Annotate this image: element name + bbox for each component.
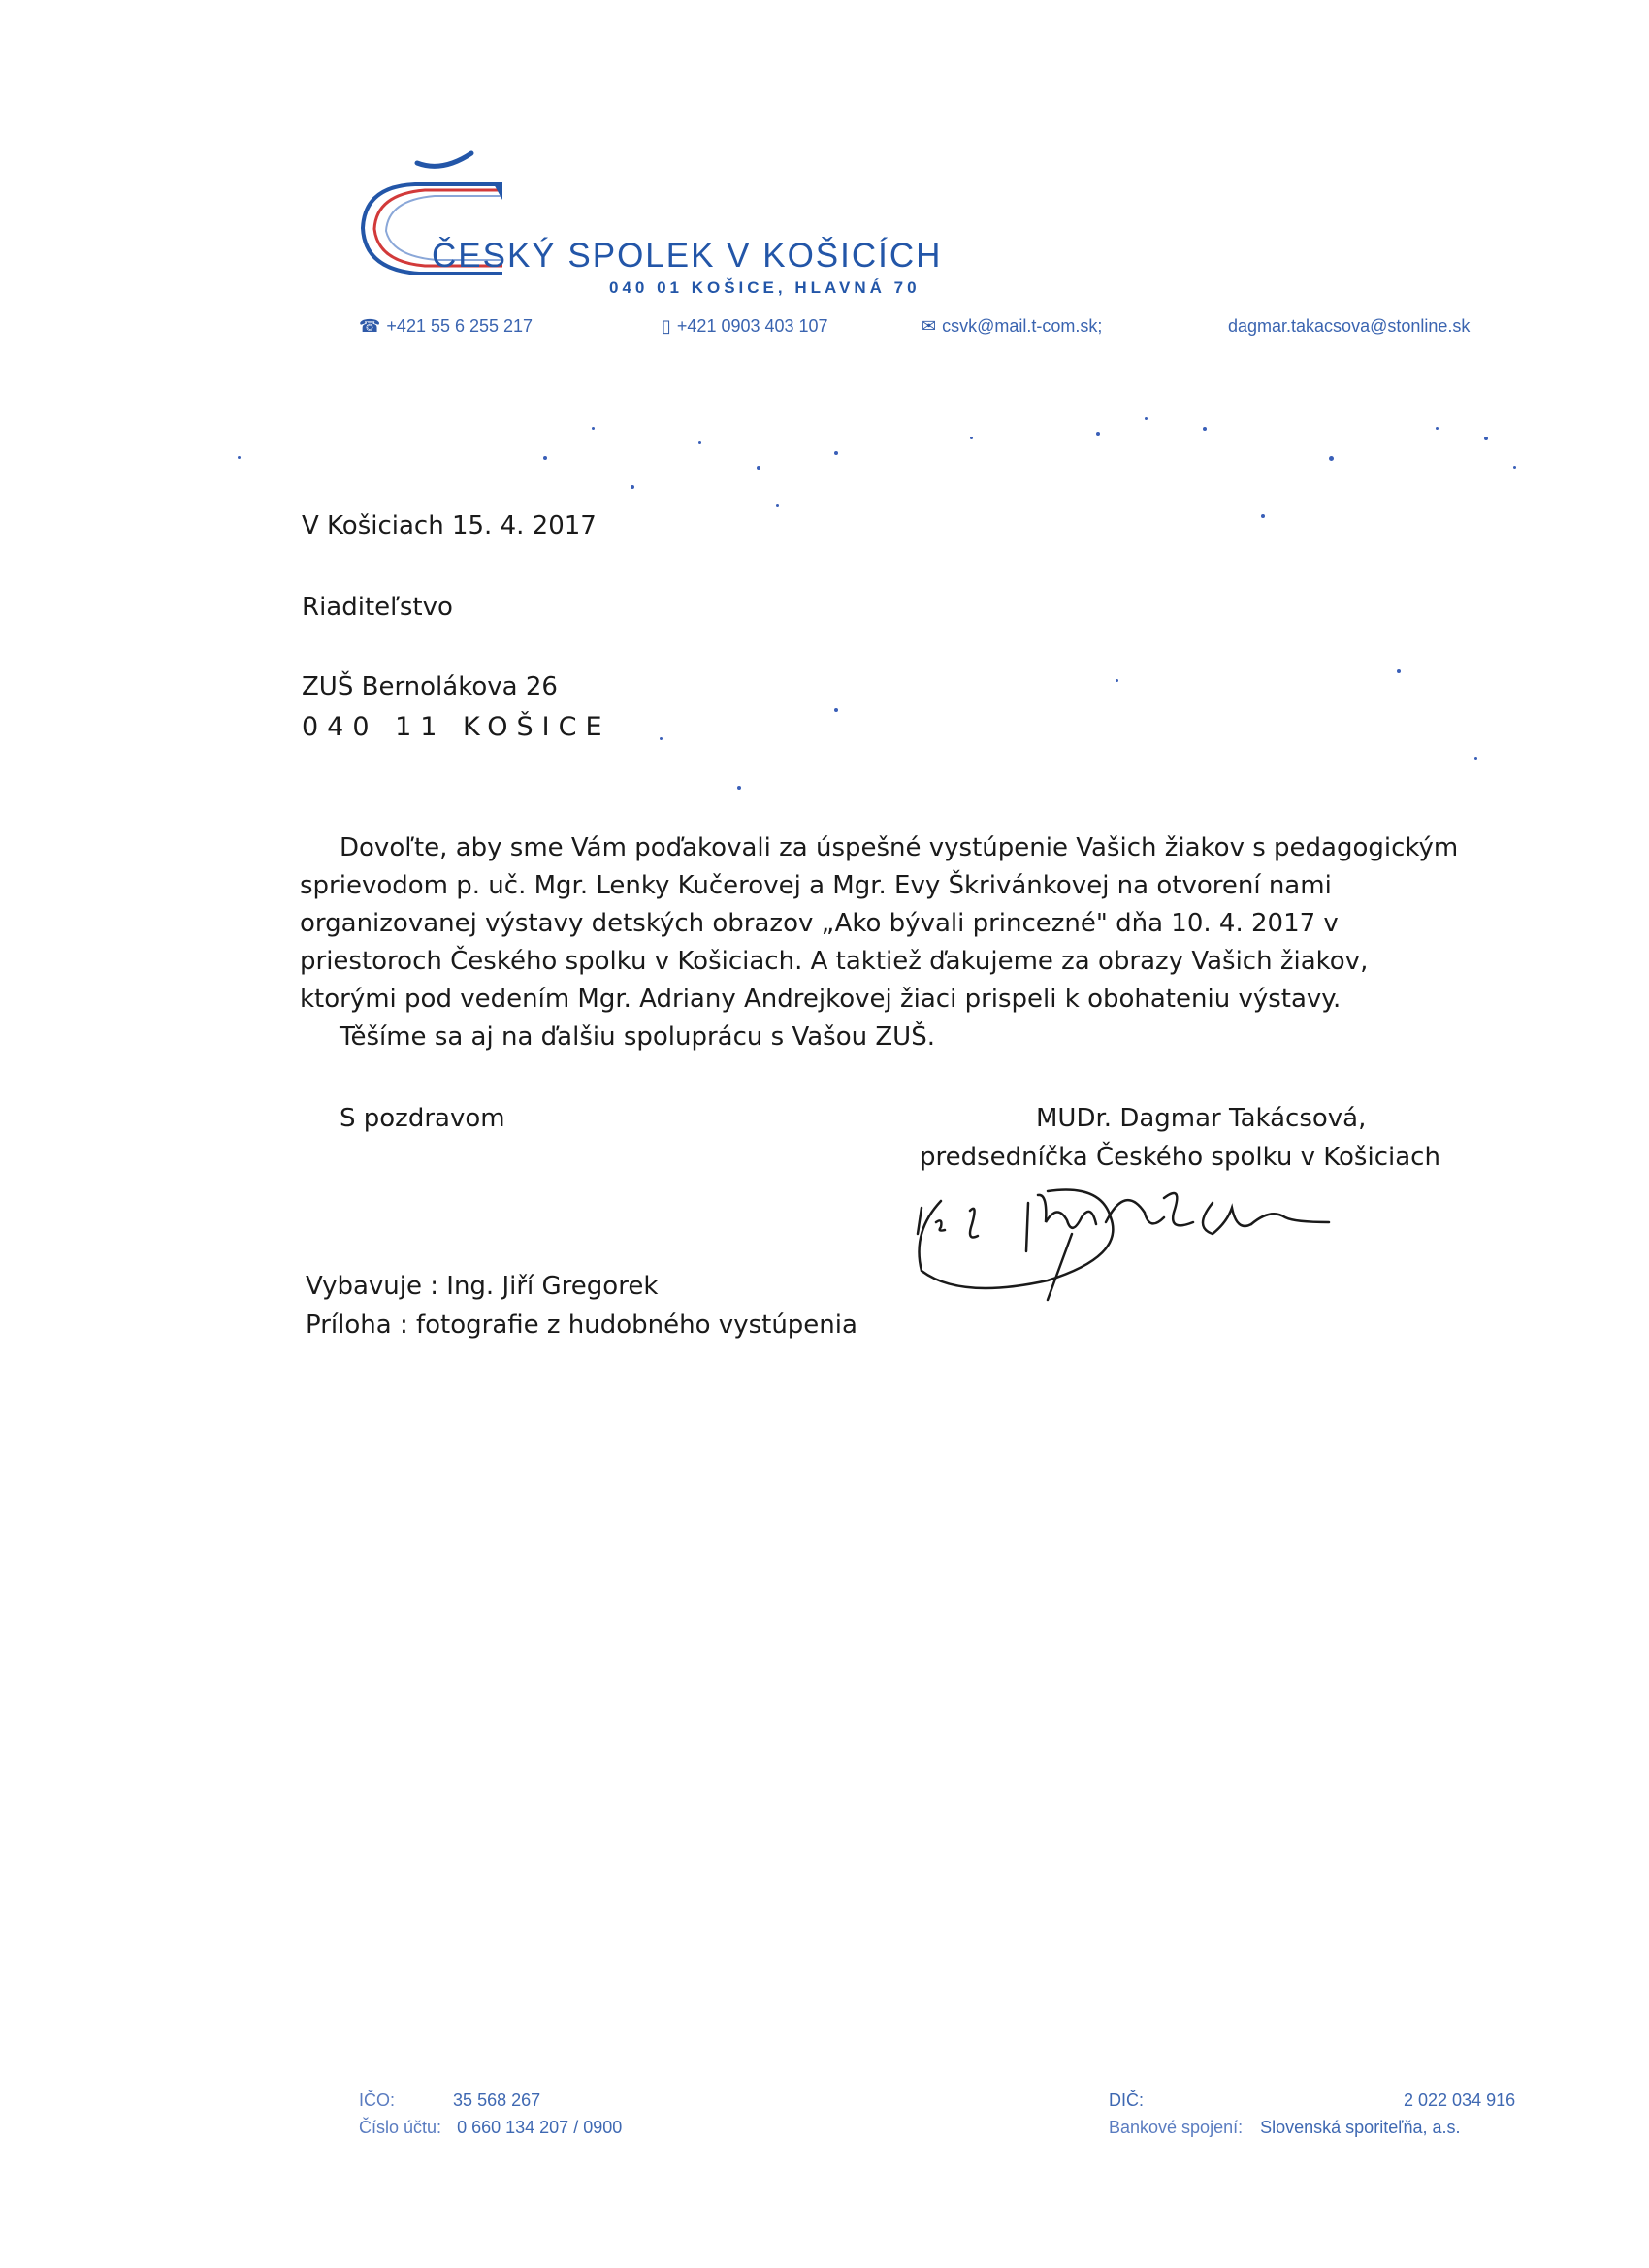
signatory-role: predsedníčka Českého spolku v Košiciach	[920, 1143, 1440, 1172]
recipient-line-1: Riaditeľstvo	[302, 593, 453, 622]
contact-email-person: dagmar.takacsova@stonline.sk	[1228, 316, 1471, 336]
organization-address: 040 01 KOŠICE, HLAVNÁ 70	[609, 278, 921, 297]
contact-phone: ☎ +421 55 6 255 217	[359, 316, 534, 336]
recipient-line-2: ZUŠ Bernolákova 26	[302, 672, 558, 701]
contact-mobile: ▯ +421 0903 403 107	[662, 316, 828, 336]
account-value: 0 660 134 207 / 0900	[457, 2118, 623, 2137]
footer-dic-label: DIČ:	[1109, 2090, 1144, 2110]
phone-icon: ☎	[359, 316, 381, 336]
ico-label: IČO:	[359, 2090, 396, 2110]
ico-value: 35 568 267	[453, 2090, 541, 2110]
letter-body	[300, 829, 1459, 1056]
attachment: Príloha : fotografie z hudobného vystúpenia	[306, 1311, 857, 1340]
bank-value: Slovenská sporiteľňa, a.s.	[1260, 2118, 1461, 2137]
body-line: sprievodom p. uč. Mgr. Lenky Kučerovej a Mgr. Evy Škrivánkovej na otvorení nami	[300, 871, 1332, 900]
footer-account	[359, 2118, 622, 2138]
place-date: V Košiciach 15. 4. 2017	[302, 511, 597, 540]
signatory-name: MUDr. Dagmar Takácsová,	[1036, 1104, 1367, 1133]
greeting: S pozdravom	[340, 1104, 505, 1133]
bank-label: Bankové spojení:	[1109, 2118, 1244, 2137]
body-line: organizovanej výstavy detských obrazov „Ako bývali princezné" dňa 10. 4. 2017 v	[300, 909, 1339, 938]
footer-bank	[1109, 2118, 1460, 2138]
footer-dic-value: 2 022 034 916	[1404, 2090, 1516, 2110]
recipient-line-3: 040 11 KOŠICE	[302, 712, 611, 742]
body-line: Dovoľte, aby sme Vám poďakovali za úspešné vystúpenie Vašich žiakov s pedagogickým	[340, 833, 1459, 862]
contact-email-org: ✉ csvk@mail.t-com.sk;	[922, 316, 1103, 336]
handwritten-signature	[902, 1164, 1358, 1310]
footer-ico	[359, 2090, 540, 2111]
mail-icon: ✉	[922, 316, 937, 336]
handled-by: Vybavuje : Ing. Jiří Gregorek	[306, 1272, 659, 1301]
account-label: Číslo účtu:	[359, 2118, 442, 2137]
body-line: Těšíme sa aj na ďalšiu spoluprácu s Vašou ZUŠ.	[340, 1022, 935, 1052]
organization-name: ČESKÝ SPOLEK V KOŠICÍCH	[432, 237, 943, 275]
body-line: ktorými pod vedením Mgr. Adriany Andrejkovej žiaci prispeli k obohateniu výstavy.	[300, 985, 1342, 1014]
mobile-icon: ▯	[662, 316, 671, 336]
body-line: priestoroch Českého spolku v Košiciach. A taktiež ďakujeme za obrazy Vašich žiakov,	[300, 947, 1369, 976]
